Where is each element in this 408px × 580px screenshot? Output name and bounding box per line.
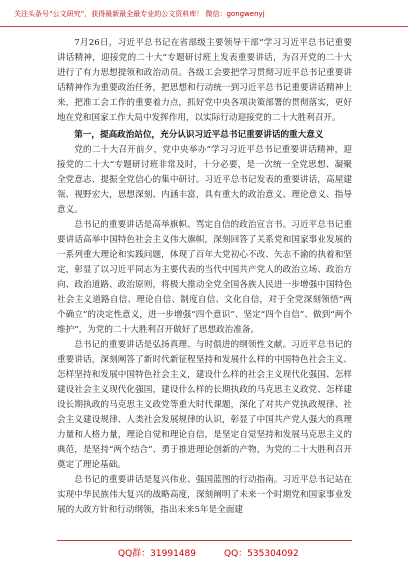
page-footer bbox=[0, 540, 408, 580]
footer-qq-group: QQ群：31991489 bbox=[118, 549, 196, 559]
body-paragraph-2: 总书记的重要讲话是高举旗帜、骂定自信的政治宣言书。习近平总书记重要讲话高举中国特色社会主义伟大旗帜，深刻回答了关系党和国家事业发展的一系列重大理论和实践问题，体现了百年大党初心不改、矢志不渝的执着和坚定，彰显了以习近平同志为主要代表的当代中国共产党人的政治立场、政治方向、政治道路、政治原则，将极大推动全党全国各族人民进一步增强中国特色社会主义道路自信、理论自信、制度自信、文化自信，对于全党深刻领悟“两个确立”的决定性意义，进一步增强“四个意识”、坚定“四个自信”、做到“两个维护”，为党的二十大胜利召开做好了思想政治准备。 bbox=[57, 220, 352, 335]
document-body bbox=[57, 36, 352, 518]
body-paragraph-1: 党的二十大召开前夕，党中央举办“学习习近平总书记重要讲话精神，迎接党的二十大”专题研讨班非常及时，十分必要，是一次统一全党思想、凝聚全党意志、提振全党信心的集中研讨。习近平总书记发表的重要讲话，高屋建瓴、视野宏大，思想深刻、内涵丰富，具有重大的政治意义、理论意义、指导意义。 bbox=[57, 145, 352, 215]
section-heading: 第一，提高政治站位，充分认识习近平总书记重要讲话的重大意义 bbox=[74, 130, 324, 140]
body-paragraph-3: 总书记的重要讲话是弘扬真理、与时俱进的纲领性文献。习近平总书记的重要讲话，深刻阐答了新时代新征程坚持和发展什么样的中国特色社会主义、怎样坚持和发展中国特色社会主义，建设什么样的社会主义现代化强国、怎样建设社会主义现代化强国，建设什么样的长期执政的马克思主义政党、怎样建设长期执政的马克思主义政党等重大时代课题，深化了对共产党执政规律、社会主义建设规律、人类社会发展规律的认识，彰显了中国共产党人强大的真理力量和人格力量，理论自觉和理论自信，是坚定自觉坚持和发展马克思主义的典范，是坚持“两个结合”、勇于推进理论创新的产物，为党的二十大胜利召开奠定了理论基础。 bbox=[57, 340, 352, 470]
page-header bbox=[0, 0, 408, 27]
header-banner-text: 关注头条号“公文研究”，获得最新最全最专业的公文资料库！ 微信：gongwenyj bbox=[14, 10, 265, 18]
footer-qq-number: QQ：535304092 bbox=[224, 549, 299, 559]
body-paragraph-4: 总书记的重要讲话是复兴伟业、强国蓝图的行动指南。习近平总书记站在实现中华民族伟大复兴的战略高度，深刻阐明了未来一个时期党和国家事业发展的大政方针和行动纲领，指出未来5年是全面建 bbox=[57, 475, 352, 515]
intro-paragraph-1: 7月26日，习近平总书记在省部级主要领导干部“学习习近平总书记重要讲话精神，迎接党的二十大”专题研讨班上发表重要讲话，为召开党的二十大进行了有力思想提领和政治动员。各级工会要把学习贯彻习近平总书记重要讲话精神作为重要政治任务，把思想和行动统一到习近平总书记重要讲话精神上来，把准工会工作的重要着力点，抓好党中央各项决策部署的贯彻落实，更好地在党和国家工作大局中发挥作用，以实际行动迎接党的二十大胜利召开。 bbox=[57, 38, 352, 123]
footer-divider bbox=[57, 540, 352, 541]
